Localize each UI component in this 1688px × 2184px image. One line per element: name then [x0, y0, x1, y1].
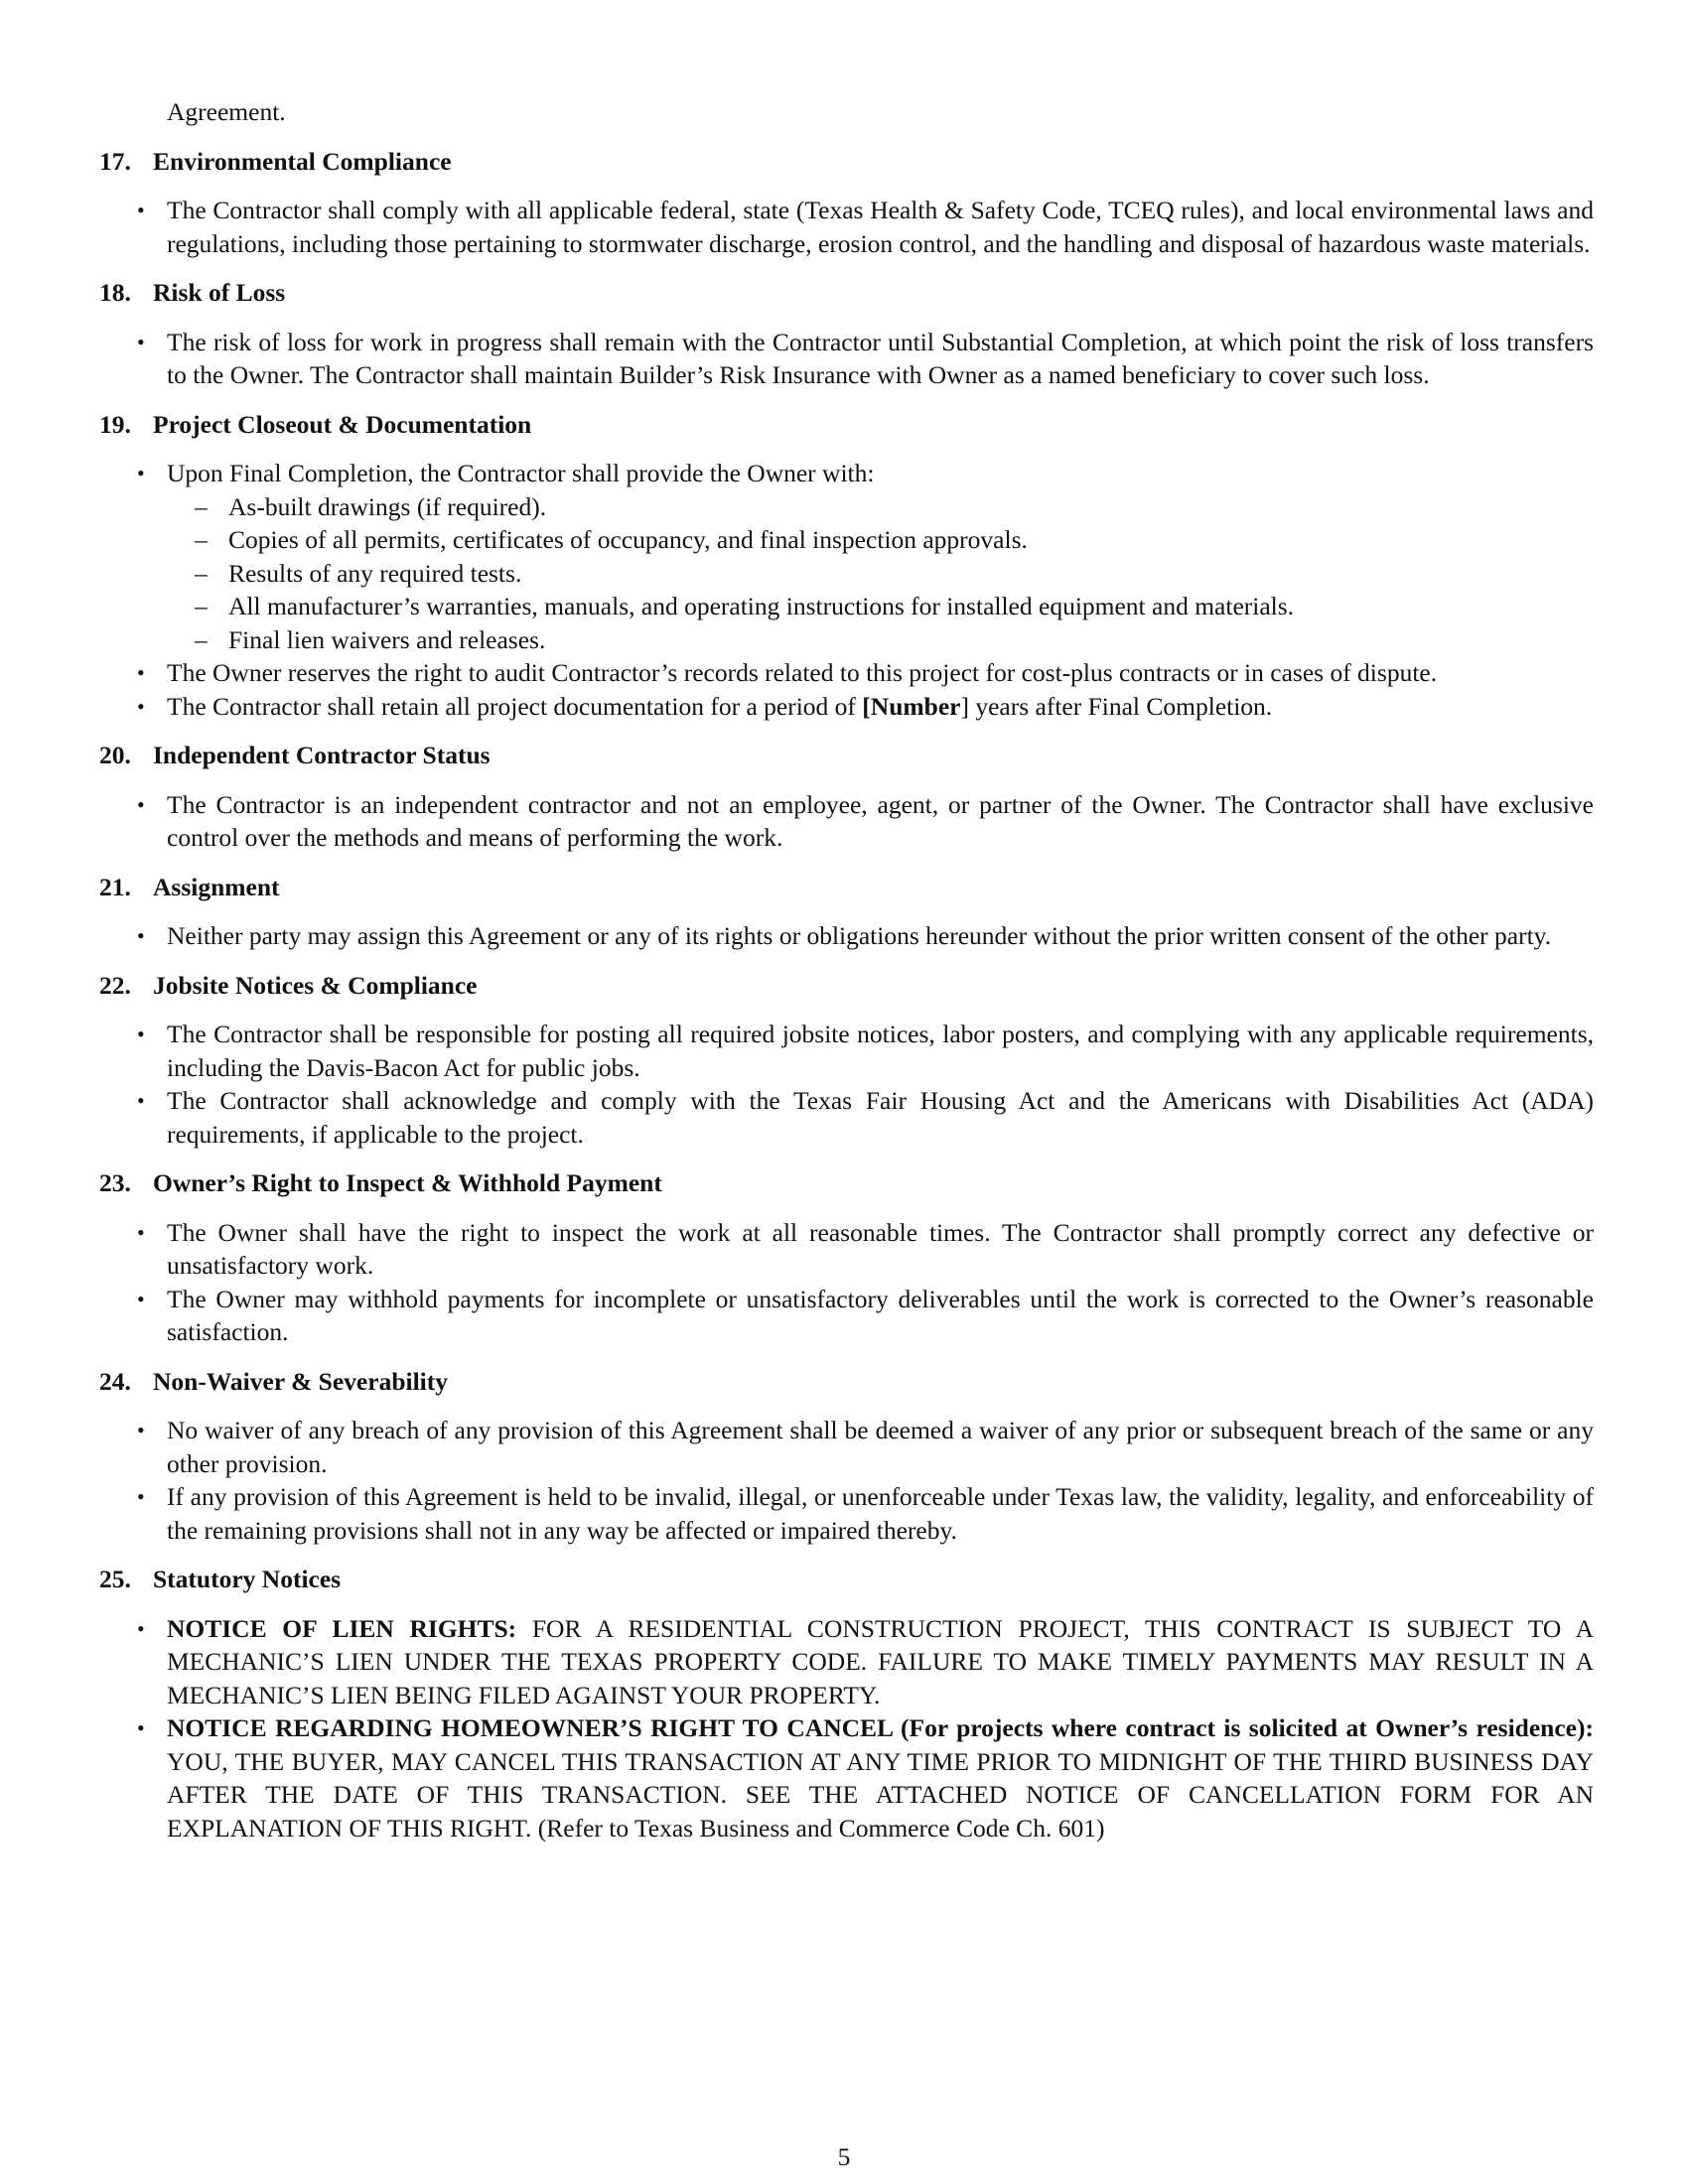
list-item: [99, 656, 1594, 690]
list-item-text: The Contractor shall acknowledge and comply with the Texas Fair Housing Act and the Americans with Disabilities Act (ADA) requirements, if applicable to the project.: [167, 1086, 1594, 1149]
bullet-list: [99, 1216, 1594, 1349]
retain-text-start: The Contractor shall retain all project documentation for a period of: [167, 691, 863, 721]
list-item-text: The Owner shall have the right to inspect the work at all reasonable times. The Contractor shall promptly correct any defective or unsatisfactory work.: [167, 1217, 1594, 1280]
number-placeholder: Number: [870, 691, 961, 721]
sub-list-item: [167, 490, 1594, 524]
bullet-icon: •: [137, 1418, 145, 1442]
sub-list-item-text: Results of any required tests.: [228, 558, 522, 588]
list-item-text: Upon Final Completion, the Contractor shall provide the Owner with:: [167, 459, 875, 487]
section-number: 18.: [99, 278, 131, 307]
section-title: Environmental Compliance: [153, 146, 452, 176]
dash-icon: –: [195, 525, 208, 554]
list-item-text: The Contractor is an independent contractor and not an employee, agent, or partner of the Owner. The Contractor shall have exclusive control over the methods and means of performing the work.: [167, 789, 1594, 852]
section-25: [99, 1563, 1594, 1844]
section-heading: [99, 408, 1594, 442]
notice-lien-rights: [99, 1612, 1594, 1712]
list-item: [99, 1084, 1594, 1151]
bullet-list: [99, 194, 1594, 260]
section-17: [99, 145, 1594, 261]
sub-list-item-text: Copies of all permits, certificates of occupancy, and final inspection approvals.: [228, 525, 1028, 554]
bullet-list: [99, 1018, 1594, 1151]
bullet-icon: •: [137, 1286, 145, 1311]
bullet-icon: •: [137, 1484, 145, 1509]
section-18: [99, 276, 1594, 392]
section-number: 21.: [99, 872, 131, 901]
bullet-icon: •: [137, 461, 145, 485]
section-number: 19.: [99, 409, 131, 439]
section-title: Statutory Notices: [153, 1565, 342, 1593]
bullet-icon: •: [137, 693, 145, 719]
dash-icon: –: [195, 491, 208, 521]
list-item-text: The risk of loss for work in progress shall remain with the Contractor until Substantial Completion, at which point the risk of loss transfers to the Owner. The Contractor shall maintain Builder’s Risk Insurance with Owner as a named beneficiary to cover such loss.: [167, 327, 1594, 389]
bullet-list: [99, 919, 1594, 953]
section-heading: [99, 145, 1594, 179]
section-number: 23.: [99, 1168, 131, 1197]
list-item: [99, 919, 1594, 953]
section-23: [99, 1166, 1594, 1349]
bracket-close: ]: [960, 691, 969, 721]
section-title: Assignment: [153, 872, 280, 901]
bullet-icon: •: [137, 923, 145, 948]
section-heading: [99, 969, 1594, 1003]
bullet-icon: •: [137, 660, 145, 685]
section-number: 20.: [99, 741, 131, 769]
list-item: [99, 326, 1594, 392]
section-title: Non-Waiver & Severability: [153, 1366, 448, 1396]
page-number: 5: [837, 2142, 851, 2171]
section-20: [99, 739, 1594, 855]
section-heading: [99, 276, 1594, 310]
bullet-icon: •: [137, 329, 145, 354]
list-item: [99, 690, 1594, 724]
section-number: 22.: [99, 970, 131, 1000]
bullet-icon: •: [137, 1219, 145, 1245]
bullet-icon: •: [137, 1715, 145, 1740]
sub-list: [167, 490, 1594, 657]
section-number: 17.: [99, 146, 131, 176]
bullet-icon: •: [137, 791, 145, 817]
list-item-text: The Contractor shall be responsible for posting all required jobsite notices, labor posters, and complying with any applicable requirements, including the Davis-Bacon Act for public jobs.: [167, 1020, 1594, 1082]
bullet-list: [99, 457, 1594, 723]
section-heading: [99, 1563, 1594, 1596]
list-item-text: No waiver of any breach of any provision of this Agreement shall be deemed a waiver of any prior or subsequent breach of the same or any other provision.: [167, 1416, 1594, 1478]
list-item: [99, 1216, 1594, 1283]
continuation-text: Agreement.: [167, 97, 286, 126]
section-title: Independent Contractor Status: [153, 741, 491, 769]
section-19: [99, 408, 1594, 724]
dash-icon: –: [195, 558, 208, 588]
section-22: [99, 969, 1594, 1152]
retain-text-end: years after Final Completion.: [968, 691, 1273, 721]
notice-label: NOTICE OF LIEN RIGHTS:: [167, 1613, 517, 1643]
list-item: [99, 788, 1594, 855]
section-title: Risk of Loss: [153, 278, 286, 307]
section-heading: [99, 871, 1594, 904]
list-item-text: The Owner may withhold payments for incomplete or unsatisfactory deliverables until the work is corrected to the Owner’s reasonable satisfaction.: [167, 1284, 1594, 1346]
list-item-text: If any provision of this Agreement is held to be invalid, illegal, or unenforceable under Texas law, the validity, legality, and enforceability of the remaining provisions shall not in any way be affected or impaired thereby.: [167, 1482, 1594, 1545]
dash-icon: –: [195, 592, 208, 620]
notice-text: YOU, THE BUYER, MAY CANCEL THIS TRANSACTION AT ANY TIME PRIOR TO MIDNIGHT OF THE THIRD BUSINESS DAY AFTER THE DATE OF THIS TRANSACTION. SEE THE ATTACHED NOTICE OF CANCELLATION FORM FOR AN EXPLANATION OF THIS RIGHT. (Refer to Texas Business and Commerce Code Ch. 601): [167, 1746, 1594, 1843]
bullet-list: [99, 788, 1594, 855]
section-heading: [99, 739, 1594, 772]
sub-list-item-text: As-built drawings (if required).: [228, 491, 547, 521]
dash-icon: –: [195, 624, 208, 654]
section-title: Project Closeout & Documentation: [153, 409, 532, 439]
section-number: 25.: [99, 1565, 131, 1593]
section-21: [99, 871, 1594, 953]
bracket-open: [: [862, 691, 871, 721]
bullet-icon: •: [137, 198, 145, 222]
section-heading: [99, 1365, 1594, 1399]
list-item: [99, 194, 1594, 260]
section-title: Jobsite Notices & Compliance: [153, 970, 478, 1000]
bullet-list: [99, 1414, 1594, 1547]
bullet-icon: •: [137, 1088, 145, 1113]
sub-list-item-text: All manufacturer’s warranties, manuals, and operating instructions for installed equipment and materials.: [228, 592, 1295, 620]
notice-label: NOTICE REGARDING HOMEOWNER’S RIGHT TO CANCEL (For projects where contract is solicited at Owner’s residence):: [167, 1713, 1594, 1742]
sub-list-item-text: Final lien waivers and releases.: [228, 624, 546, 654]
bullet-list: [99, 326, 1594, 392]
sub-list-item: [167, 623, 1594, 657]
section-title: Owner’s Right to Inspect & Withhold Payment: [153, 1168, 662, 1197]
bullet-list: [99, 1612, 1594, 1845]
bullet-icon: •: [137, 1022, 145, 1046]
sub-list-item: [167, 523, 1594, 557]
list-item: [99, 1480, 1594, 1547]
list-item: [99, 457, 1594, 656]
section-heading: [99, 1166, 1594, 1200]
list-item: [99, 1283, 1594, 1349]
list-item-text: The Owner reserves the right to audit Contractor’s records related to this project for cost-plus contracts or in cases of dispute.: [167, 658, 1438, 687]
list-item-text: Neither party may assign this Agreement or any of its rights or obligations hereunder without the prior written consent of the other party.: [167, 921, 1552, 950]
list-item: [99, 1414, 1594, 1480]
sub-list-item: [167, 590, 1594, 623]
notice-right-to-cancel: [99, 1711, 1594, 1844]
bullet-icon: •: [137, 1615, 145, 1641]
sub-list-item: [167, 557, 1594, 591]
section-24: [99, 1365, 1594, 1548]
document-page: [99, 95, 1594, 2081]
section-number: 24.: [99, 1366, 131, 1396]
list-item: [99, 1018, 1594, 1084]
notice-text: FOR A RESIDENTIAL CONSTRUCTION PROJECT, THIS CONTRACT IS SUBJECT TO A MECHANIC’S LIEN UNDER THE TEXAS PROPERTY CODE. FAILURE TO MAKE TIMELY PAYMENTS MAY RESULT IN A MECHANIC’S LIEN BEING FILED AGAINST YOUR PROPERTY.: [167, 1613, 1594, 1709]
list-item-text: The Contractor shall comply with all applicable federal, state (Texas Health & Safety Code, TCEQ rules), and local environmental laws and regulations, including those pertaining to stormwater discharge, erosion control, and the handling and disposal of hazardous waste materials.: [167, 196, 1594, 258]
